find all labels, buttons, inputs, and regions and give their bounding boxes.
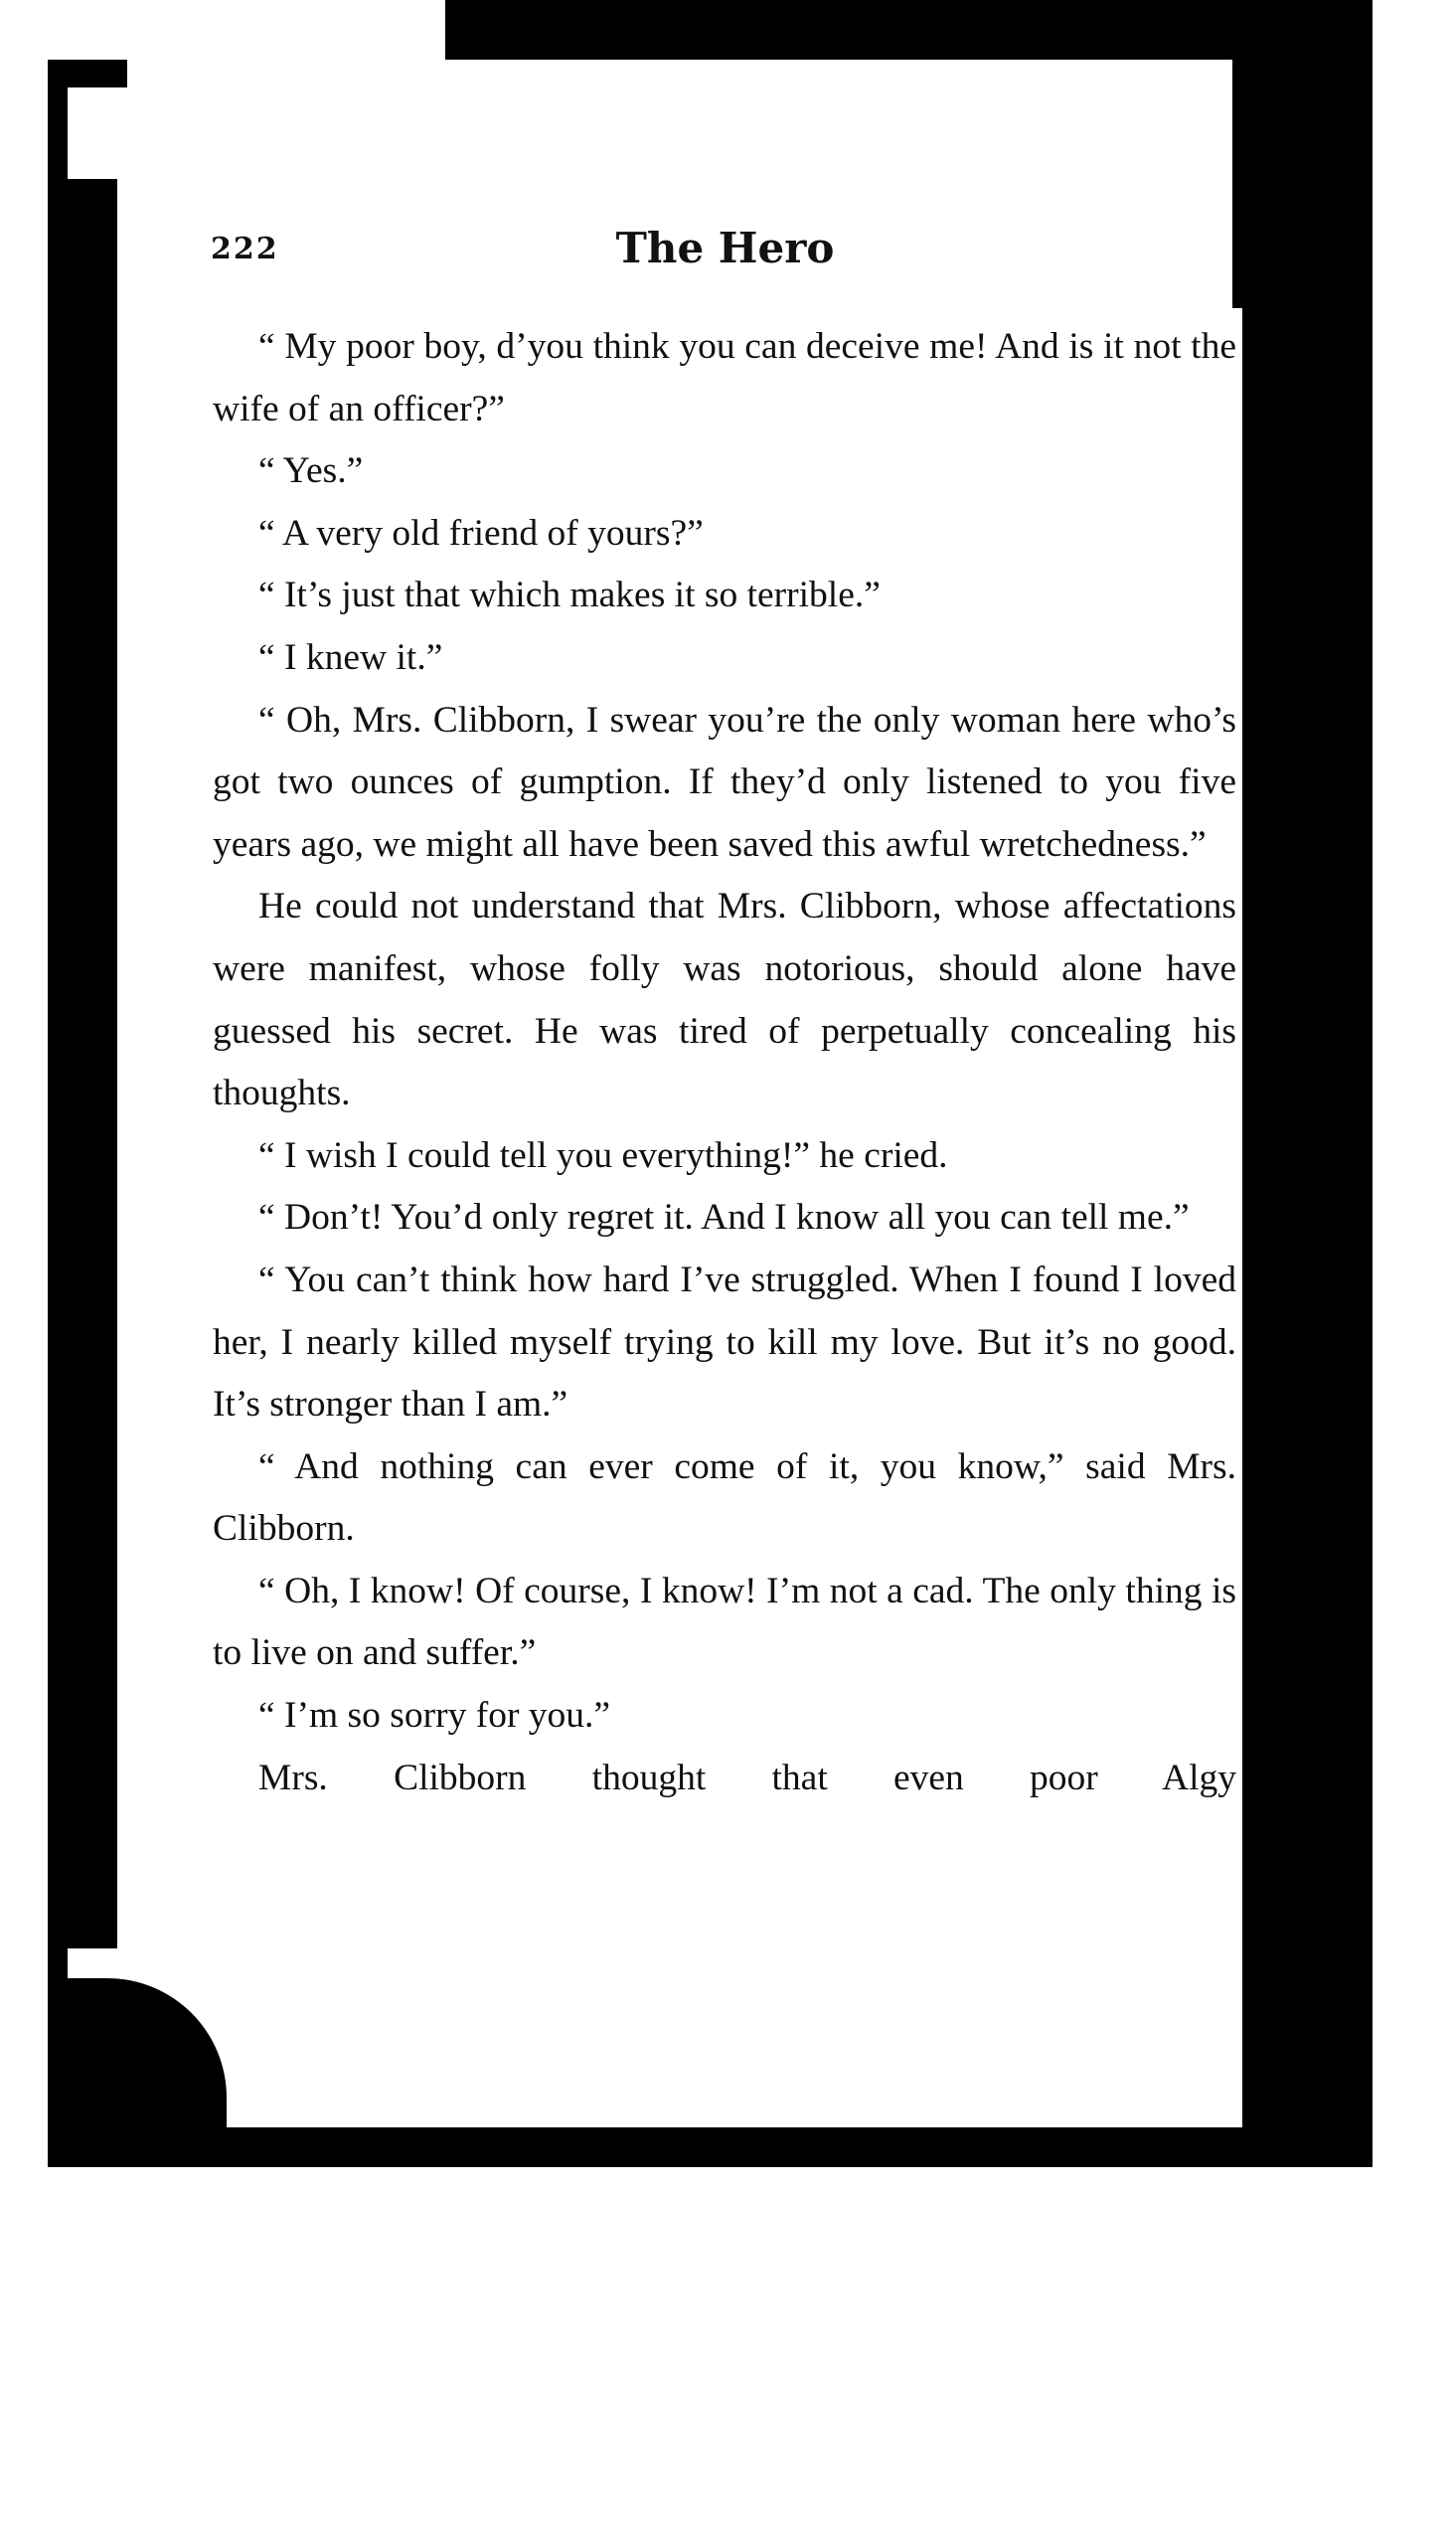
paragraph: “ And nothing can ever come of it, you know,” said Mrs. Clibborn. — [213, 1445, 1236, 1550]
body-text — [213, 316, 1236, 1809]
page-header — [211, 224, 1239, 283]
paragraph: “ I’m so sorry for you.” — [258, 1695, 611, 1737]
paragraph: Mrs. Clibborn thought that even poor Algy — [258, 1757, 1236, 1798]
scan-edge-fragment — [48, 2167, 1373, 2173]
paragraph: “ Oh, Mrs. Clibborn, I swear you’re the only woman here who’s got two ounces of gumption. If they’d only listened to you five years ago, we might all have been saved this awful wretchedness.” — [213, 699, 1236, 865]
paragraph: “ Yes.” — [258, 450, 364, 492]
scan-top-gap — [48, 0, 445, 60]
paragraph: “ You can’t think how hard I’ve struggled. When I found I loved her, I nearly killed myself trying to kill my love. But it’s no good. It’s stronger than I am.” — [213, 1259, 1236, 1426]
scan-edge-fragment — [1254, 1084, 1264, 1302]
scan-edge-fragment — [1254, 1859, 1264, 1978]
paragraph: “ My poor boy, d’you think you can deceive me! And is it not the wife of an officer?” — [213, 326, 1236, 429]
paragraph: “ I knew it.” — [258, 636, 443, 678]
paragraph: “ Don’t! You’d only regret it. And I know all you can tell me.” — [258, 1197, 1190, 1239]
paragraph: “ It’s just that which makes it so terrible.” — [258, 575, 881, 616]
scan-edge-fragment — [1242, 328, 1262, 656]
scan-edge-fragment — [1250, 1551, 1264, 1690]
paragraph: He could not understand that Mrs. Clibborn, whose affectations were manifest, whose folly was notorious, should alone have guessed his secret. He was tired of perpetually concealing his thoughts. — [213, 886, 1236, 1114]
running-title: The Hero — [615, 224, 835, 272]
paragraph: “ I wish I could tell you everything!” he cried. — [258, 1134, 948, 1176]
scan-edge-fragment — [68, 179, 117, 1948]
paragraph: “ A very old friend of yours?” — [258, 512, 704, 554]
paragraph: “ Oh, I know! Of course, I know! I’m not a cad. The only thing is to live on and suffer.” — [213, 1570, 1236, 1674]
page-number: 222 — [211, 232, 279, 266]
scan-edge-fragment — [68, 60, 127, 87]
